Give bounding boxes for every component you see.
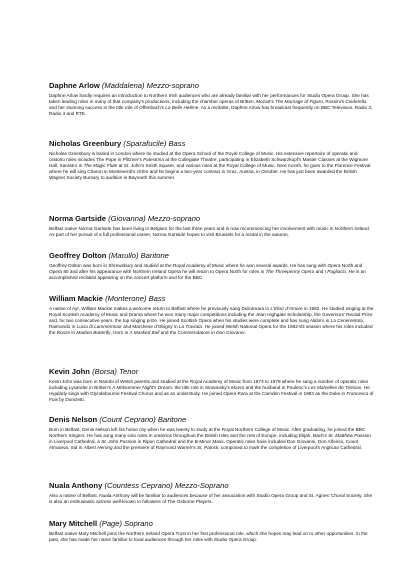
voice-part: Mezzo-soprano (146, 81, 200, 90)
bio-heading (49, 367, 374, 377)
text-run: and Marchese d'Obigny in (121, 324, 179, 330)
text-run: , Horn in (110, 330, 130, 336)
bio-kevin-john (49, 367, 374, 403)
singer-name: Nuala Anthony (49, 481, 103, 490)
bio-norma-gartside (49, 214, 374, 238)
bio-nicholas-greenbury (49, 139, 374, 181)
bio-text (49, 531, 374, 543)
role-name: (Marullo) (108, 251, 139, 260)
work-title: Francesca di Foix (49, 391, 374, 403)
text-run: and her stunning success in the title role of Offenbach's (49, 105, 166, 111)
work-title: I Pagliacci (324, 269, 347, 275)
text-run: . (244, 330, 246, 336)
role-name: (Page) (99, 519, 123, 528)
text-run: A native of Ayr, William Mackie makes a welcome return to Belfast where he previously sang Dulcamara in (49, 306, 271, 311)
work-title: Madam Butterfly (76, 330, 111, 336)
work-title: A Masked Ball (129, 330, 160, 336)
text-run: Belfast native Norma Gartside has been living in Belgium for the last three years and is now recommencing her involvement with music in Northern Ireland. As part of her pursuit of a full professional career, Norma Gartside hopes to visit Brussels for a recital in the autumn. (49, 226, 370, 238)
bio-heading (49, 415, 374, 425)
bio-mary-mitchell (49, 519, 374, 543)
work-title: Orfeo (136, 169, 149, 175)
bio-heading (49, 294, 374, 304)
singer-name: Denis Nelson (49, 415, 98, 424)
text-run: at the Collegiate Theatre, participating in Elizabeth Schwarzkopf's Master Classes at the Wigmore Hall, Sarastro in (49, 157, 368, 169)
voice-part: Bass (148, 294, 166, 303)
work-title: Albert Herring (83, 445, 113, 451)
voice-part: Baritone (140, 251, 169, 260)
bio-heading (49, 214, 374, 224)
bio-text (49, 263, 374, 281)
work-title: Les Mamelles de Tirésias (308, 385, 362, 391)
role-name: (Sparafucile) (123, 139, 167, 148)
role-name: (Count Ceprano) (99, 415, 156, 424)
role-name: (Giovanna) (108, 214, 146, 223)
bio-text (49, 306, 374, 336)
singer-name: Nicholas Greenbury (49, 139, 122, 148)
bio-heading (49, 139, 374, 149)
voice-part: Baritone (157, 415, 187, 424)
voice-part: Bass (168, 139, 186, 148)
role-name: (Maddalena) (101, 81, 145, 90)
work-title: La Belle Helène (165, 105, 199, 111)
text-run: Geoffrey Dolton was born in Shrewsbury and studied at the Royal Academy of Music where he won several awards. He has sung with Opera North and Opera 80 and after his appearance with Northern Ireland Opera he will return to Opera North for roles in (49, 263, 363, 275)
bio-william-mackie (49, 294, 374, 336)
voice-part: Soprano (124, 519, 153, 528)
work-title: L'Elisir d'Amore (270, 306, 303, 311)
work-title: Mavra (231, 385, 245, 391)
bio-geoffrey-dolton (49, 251, 374, 281)
work-title: A Midsummer Night's Dream (112, 385, 172, 391)
work-title: St. Matthew Passion (328, 433, 371, 439)
text-run: and the Commendatore in (159, 330, 217, 336)
text-run: . As a recitalist, Daphne Arlow has broadcast frequently on BBC Television, Radio 3, Radio 4 and RTE. (49, 105, 373, 117)
text-run: and (314, 269, 325, 275)
bio-text (49, 379, 374, 403)
bio-nuala-anthony (49, 481, 374, 505)
bio-heading (49, 519, 374, 529)
text-run: Also a native of Belfast, Nuala Anthony will be familiar to audiences because of her association with Studio Opera Group and St. Agnes' Choral Society. She is also an enthusiastic actress well-known to followers of The Osborne Players. (49, 493, 373, 505)
text-run: at St. John's Smith Square, and various roles at the Royal College of Music. Next month, he goes to the Florence Festival where he will sing Charon in Monteverdi's (49, 163, 371, 175)
text-run: Daphne Arlow hardly requires an introduction to Northern Irish audiences who are already familiar with her performances for Studio Opera Group. She has taken leading roles in many of that company's productions, including the chamber operas of Britten, Mozart's (49, 93, 369, 105)
text-run: , Rossini's (322, 99, 346, 105)
bio-text (49, 93, 374, 117)
role-name: (Monterone) (105, 294, 147, 303)
singer-name: Daphne Arlow (49, 81, 100, 90)
singer-name: Norma Gartside (49, 214, 106, 223)
voice-part: Mezzo-Soprano (174, 481, 229, 490)
bio-heading (49, 81, 374, 91)
text-run: and the husband in Poulenc's (244, 385, 309, 391)
bio-heading (49, 251, 374, 261)
singer-name: Kevin John (49, 367, 90, 376)
text-run: , composed to mark the completion of Liverpool's Anglican Cathedral. (218, 445, 362, 451)
work-title: St. Patrick (196, 445, 219, 451)
text-run: Belfast native Mary Mitchell joins the Northern Ireland Opera Trust in her first professional role, which she hopes may lead on to other opportunities. In the past, she has made her name familiar to local audiences through her roles with Studio Opera Group. (49, 531, 368, 543)
work-title: The Magic Flute (83, 163, 118, 169)
text-run: , Raimondo in (49, 318, 365, 330)
text-run: and the premiere of Raymond Warren's (112, 445, 197, 451)
text-run: and he begins a two-year contract in Graz, Austria, in October. He has just been awarded the British Wagner Society Bursary to audition in Bayreuth this summer. (49, 169, 357, 181)
work-title: La Cenerentola (330, 318, 363, 324)
bio-denis-nelson (49, 415, 374, 451)
text-run: Nicholas Greenbury is based in London where he studied at the Opera School of the Royal College of Music. His extensive repertoire of operatic and oratorio roles includes The Pope in Pfitzner's (49, 151, 358, 163)
singer-name: William Mackie (49, 294, 103, 303)
bio-text (49, 151, 374, 181)
text-run: by Donizetti. (57, 397, 85, 403)
text-run: in Liverpool Cathedral, a (49, 439, 102, 445)
bio-text (49, 427, 374, 451)
text-run: in Ripon Cathedral and the B-Minor Mass. Operatic roles have included Don Giovanni, Don Alfonso, Count Almaviva, Sid in (49, 439, 359, 451)
bio-heading (49, 481, 374, 491)
text-run: Kevin John was born in Nairobi of Welsh parents and studied at the Royal Academy of Music from 1973 to 1978 where he sang a number of operatic roles including Lysander in Britten's (49, 379, 369, 391)
work-title: The Marriage of Figaro (275, 99, 323, 105)
role-name: (Countess Ceprano) (104, 481, 173, 490)
voice-part: Mezzo-soprano (147, 214, 201, 223)
text-run: . He joined Welsh National Opera for the 1982-83 season where his roles included the Bonze in (49, 324, 373, 336)
singer-name: Geoffrey Dolton (49, 251, 107, 260)
singer-name: Mary Mitchell (49, 519, 98, 528)
bio-daphne-arlow (49, 81, 374, 117)
work-title: Don Giovanni (216, 330, 245, 336)
voice-part: Tenor (119, 367, 139, 376)
bio-text (49, 226, 374, 238)
work-title: La Traviata (178, 324, 202, 330)
work-title: Cinderella (345, 99, 367, 105)
bio-text (49, 493, 374, 505)
text-run: . He regularly sings with Glyndebourne Festival Chorus and as an understudy. He joined Opera Rara at the Camden Festival in 1983 as the Duke in (49, 385, 370, 397)
text-run: , the title role in Stravinsky's (171, 385, 232, 391)
work-title: Lucia di Lammermoor (76, 324, 122, 330)
work-title: St. John Passion (101, 439, 137, 445)
text-run: in 1982. He studied singing at the Royal Scottish Academy of Music and Drama where he won many major competitions including the Jean Highgate Scholarship, the Governors' Recital Prize and, for two consecutive years, the top singing prize. He joined Scottish Opera when his studies were complete and has sung Alidoro in (49, 306, 374, 324)
text-run: . He is an accomplished recitalist appearing on the concert platform and for the BBC. (49, 269, 366, 281)
text-run: Born in Belfast, Denis Nelson left his home city when he was twenty to study at the Royal Northern College of Music. After graduating, he joined the BBC Northern Singers. He has sung many solo roles in oratorios throughout the British Isles and the rest of Europe, including Elijah, Bach's (49, 427, 366, 439)
role-name: (Borsa) (92, 367, 117, 376)
work-title: Palestrina (143, 157, 164, 163)
work-title: The Threepenny Opera (265, 269, 315, 275)
